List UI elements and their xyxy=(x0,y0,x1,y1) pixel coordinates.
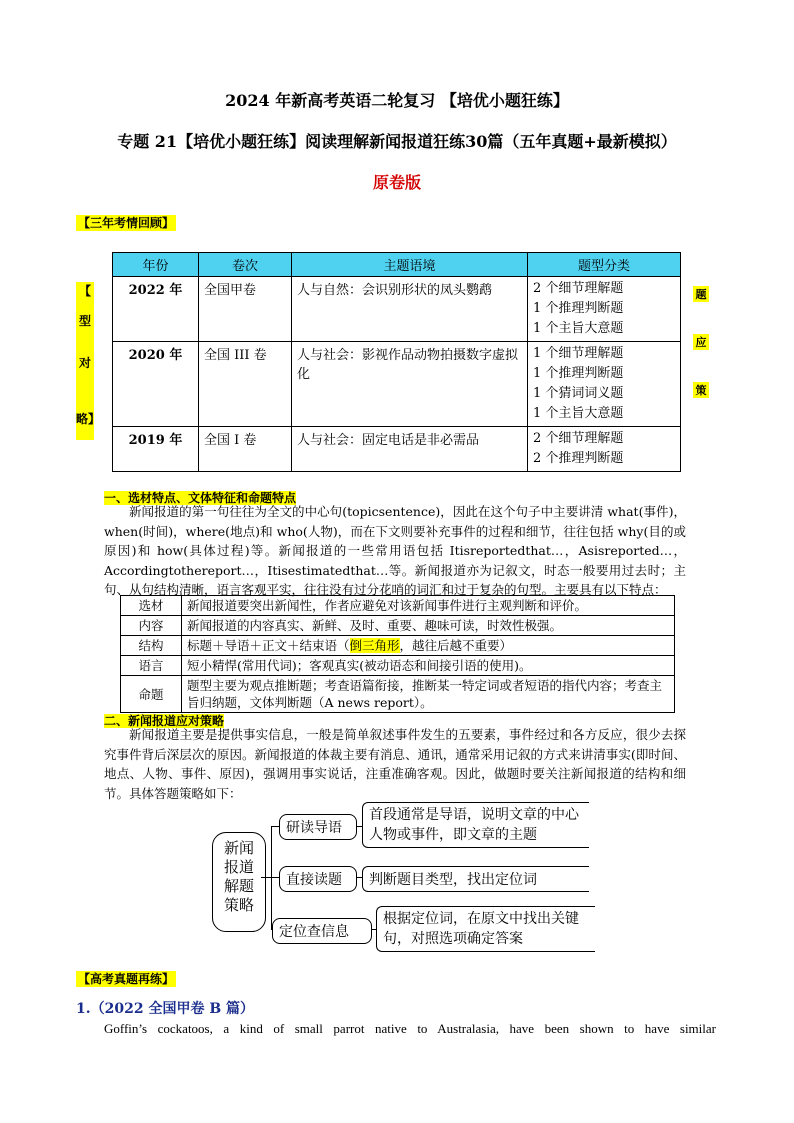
branch-desc: 判断题目类型，找出定位词 xyxy=(362,866,589,892)
table-row: 语言 短小精悍(常用代词)；客观真实(被动语态和间接引语的使用)。 xyxy=(121,656,675,676)
section2-heading: 二、新闻报道应对策略 xyxy=(104,714,225,728)
branch-read-question: 直接读题 xyxy=(279,866,357,892)
col-header: 年份 xyxy=(113,253,199,277)
practice-tag: 【高考真题再练】 xyxy=(78,972,175,986)
branch-read-lead: 研读导语 xyxy=(279,814,357,840)
col-header: 卷次 xyxy=(199,253,292,277)
table-row: 2020 年 全国 III 卷 人与社会：影视作品动物拍摄数字虚拟化 1 个细节理解题 1 个推理判断题 1 个猜词词义题 1 个主旨大意题 xyxy=(113,342,681,427)
col-header: 题型分类 xyxy=(528,253,681,277)
diagram-root: 新闻报道解题策略 xyxy=(212,832,266,932)
section1-heading: 一、选材特点、文体特征和命题特点 xyxy=(104,491,297,505)
features-table xyxy=(120,595,675,713)
table-row: 2019 年 全国 I 卷 人与社会：固定电话是非必需品 2 个细节理解题 2 个推理判断题 xyxy=(113,427,681,472)
col-header: 主题语境 xyxy=(292,253,528,277)
side-label-left: 【 型 对 略】 xyxy=(76,282,94,440)
branch-desc: 根据定位词，在原文中找出关键句，对照选项确定答案 xyxy=(376,906,595,952)
table-row: 内容 新闻报道的内容真实、新鲜、及时、重要、趣味可读，时效性极强。 xyxy=(121,616,675,636)
review-tag: 【三年考情回顾】 xyxy=(78,216,175,230)
exam-table xyxy=(112,252,681,472)
section2-paragraph: 新闻报道主要是提供事实信息，一般是简单叙述事件发生的五要素，事件经过和各方反应，很少去探究事件背后深层次的原因。新闻报道的体裁主要有消息、通讯，通常采用记叙的方式来讲清事实(即时间、地点、人物、事件、原因)，强调用事实说话，注重准确客观。因此，做题时要关注新闻报道的结构和细节。具体答题策略如下： xyxy=(104,727,686,801)
version-label: 原卷版 xyxy=(372,173,421,192)
connector xyxy=(271,826,279,827)
section1-paragraph: 新闻报道的第一句往往为全文的中心句(topicsentence)，因此在这个句子中主要讲清 what(事件)，when(时间)，where(地点)和 who(人物)，而在下文则要补充事件的过程和细节，往往包括 why(目的或原因)和 how(具体过程)等。新闻报道的一些常用语包括 Itisreportedthat…，Asisreported…，Accordingtothereport…，Itisestimatedthat…等。新闻报道亦为记叙文，时态一般要用过去时；主句、从句结构清晰，语言客观平实，往往没有过分花哨的词汇和过于复杂的句型。主要具有以下特点： xyxy=(104,504,686,597)
branch-desc: 首段通常是导语，说明文章的中心人物或事件，即文章的主题 xyxy=(362,802,589,848)
question-heading: 1.（2022 全国甲卷 B 篇） xyxy=(76,1001,255,1017)
connector xyxy=(271,877,279,878)
connector xyxy=(261,877,271,878)
connector xyxy=(271,826,272,930)
table-row: 2022 年 全国甲卷 人与自然：会识别形状的凤头鹦鹉 2 个细节理解题 1 个推理判断题 1 个主旨大意题 xyxy=(113,277,681,342)
document-title: 2024 年新高考英语二轮复习 【培优小题狂练】 xyxy=(225,91,569,110)
table-row: 选材 新闻报道要突出新闻性，作者应避免对该新闻事件进行主观判断和评价。 xyxy=(121,596,675,616)
document-subtitle: 专题 21【培优小题狂练】阅读理解新闻报道狂练30篇（五年真题+最新模拟） xyxy=(117,132,677,151)
table-row: 结构 标题＋导语＋正文＋结束语（倒三角形，越往后越不重要） xyxy=(121,636,675,656)
table-row: 命题 题型主要为观点推断题；考查语篇衔接，推断某一特定词或者短语的指代内容；考查主旨归纳题，文体判断题（A news report）。 xyxy=(121,676,675,713)
side-label-right: 题 应 策 xyxy=(693,286,709,398)
branch-locate-info: 定位查信息 xyxy=(272,918,372,944)
question-text: Goffin’s cockatoos, a kind of small parrot native to Australasia, have been shown to have similar xyxy=(104,1021,716,1036)
